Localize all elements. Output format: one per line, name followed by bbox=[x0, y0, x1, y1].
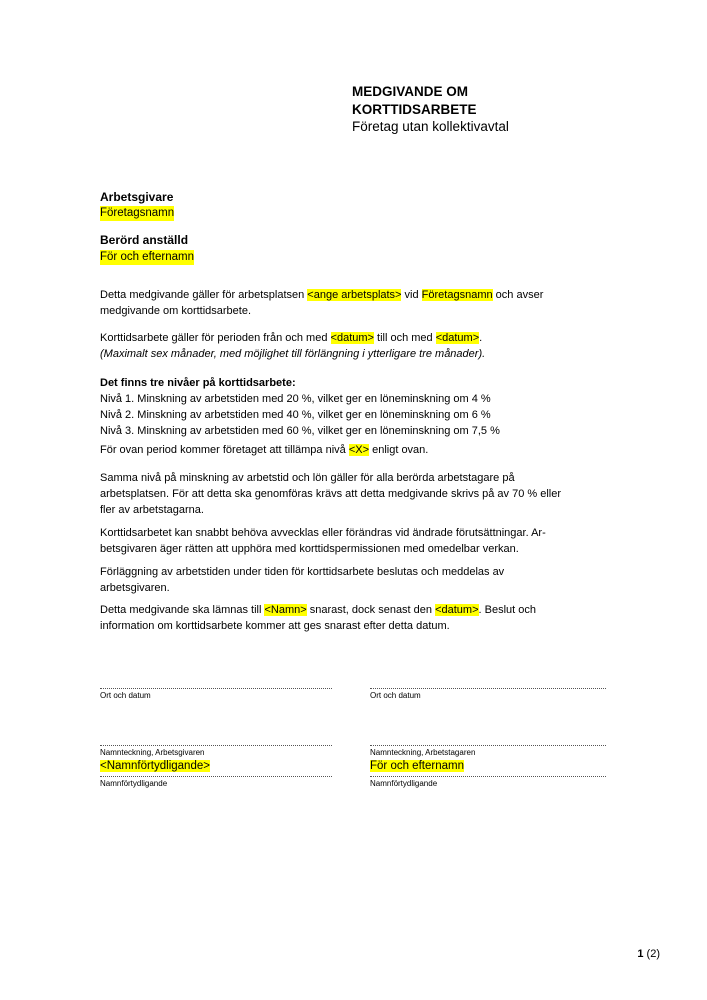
paragraph-submission-line2: information om korttidsarbete kommer att ges snarast efter detta datum. bbox=[100, 620, 450, 632]
employee-name-placeholder[interactable]: För och efternamn bbox=[100, 251, 194, 263]
paragraph-scheduling-line1: Förläggning av arbetstiden under tiden för korttidsarbete beslutas och meddelas av bbox=[100, 566, 505, 578]
document-title-line2: KORTTIDSARBETE bbox=[352, 101, 477, 117]
levels-section bbox=[100, 375, 500, 439]
paragraph-applied-level-line bbox=[100, 442, 428, 458]
paragraph-period-line1 bbox=[100, 330, 485, 346]
text-segment: Detta medgivande ska lämnas till bbox=[100, 604, 265, 616]
employer-section-label: Arbetsgivare bbox=[100, 190, 174, 204]
page-number-total: (2) bbox=[646, 948, 660, 960]
start-date-placeholder[interactable]: <datum> bbox=[330, 332, 374, 344]
printed-name-placeholder-employee[interactable]: För och efternamn bbox=[370, 760, 464, 772]
text-segment: Korttidsarbete gäller för perioden från och med bbox=[100, 332, 331, 344]
employer-name-field[interactable] bbox=[100, 205, 174, 221]
signature-line-employee[interactable] bbox=[370, 745, 606, 746]
text-segment: snarast, dock senast den bbox=[306, 604, 436, 616]
signature-line-employer[interactable] bbox=[100, 745, 332, 746]
signature-label-employer: Namnteckning, Arbetsgivaren bbox=[100, 748, 205, 757]
end-date-placeholder[interactable]: <datum> bbox=[435, 332, 480, 344]
paragraph-period bbox=[100, 330, 485, 362]
text-segment: enligt ovan. bbox=[369, 444, 429, 456]
paragraph-applied-level bbox=[100, 442, 428, 458]
employee-section-label: Berörd anställd bbox=[100, 233, 189, 247]
employee-name-field[interactable] bbox=[100, 249, 194, 265]
recipient-name-placeholder[interactable]: <Namn> bbox=[264, 604, 307, 616]
signature-label-employee: Namnteckning, Arbetstagaren bbox=[370, 748, 476, 757]
document-title-line1: MEDGIVANDE OM bbox=[352, 84, 469, 99]
printed-name-label-employee: Namnförtydligande bbox=[370, 779, 438, 788]
text-segment: Detta medgivande gäller för arbetsplatsen bbox=[100, 289, 308, 301]
text-segment: och avser bbox=[492, 289, 544, 301]
signature-line-place-date-employee[interactable] bbox=[370, 688, 606, 689]
printed-name-line-employer[interactable] bbox=[100, 776, 332, 777]
level-placeholder[interactable]: <X> bbox=[348, 444, 370, 456]
company-name-placeholder[interactable]: Företagsnamn bbox=[421, 289, 493, 301]
paragraph-termination-line2: betsgivaren äger rätten att upphöra med korttidspermissionen med omedelbar verkan. bbox=[100, 543, 519, 555]
paragraph-same-level-line3: fler av arbetstagarna. bbox=[100, 504, 204, 516]
document-subtitle: Företag utan kollektivavtal bbox=[352, 119, 509, 134]
text-segment: till och med bbox=[373, 332, 436, 344]
page-number-current: 1 bbox=[637, 948, 644, 960]
paragraph-workplace-line1 bbox=[100, 287, 543, 303]
document-title-block bbox=[352, 83, 509, 136]
signature-column-employer bbox=[100, 688, 332, 789]
paragraph-submission-line1 bbox=[100, 602, 536, 618]
level-row-3: Nivå 3. Minskning av arbetstiden med 60 %, vilket ger en löneminskning om 7,5 % bbox=[100, 425, 500, 437]
paragraph-same-level bbox=[100, 470, 561, 518]
paragraph-submission bbox=[100, 602, 536, 634]
paragraph-scheduling bbox=[100, 564, 504, 596]
printed-name-placeholder-employer[interactable]: <Namnförtydligande> bbox=[100, 760, 210, 772]
printed-name-line-employee[interactable] bbox=[370, 776, 606, 777]
paragraph-scheduling-line2: arbetsgivaren. bbox=[100, 582, 170, 594]
place-date-label-employer: Ort och datum bbox=[100, 691, 151, 700]
deadline-date-placeholder[interactable]: <datum> bbox=[435, 604, 479, 616]
paragraph-period-note: (Maximalt sex månader, med möjlighet till förlängning i ytterligare tre månader). bbox=[100, 348, 486, 360]
printed-name-field-employee[interactable] bbox=[370, 759, 606, 774]
text-segment: . bbox=[479, 332, 483, 344]
level-row-2: Nivå 2. Minskning av arbetstiden med 40 %, vilket ger en löneminskning om 6 % bbox=[100, 409, 491, 421]
signature-column-employee bbox=[370, 688, 606, 789]
paragraph-termination bbox=[100, 525, 546, 557]
printed-name-label-employer: Namnförtydligande bbox=[100, 779, 168, 788]
workplace-placeholder[interactable]: <ange arbetsplats> bbox=[307, 289, 402, 301]
text-segment: vid bbox=[401, 289, 422, 301]
text-segment: För ovan period kommer företaget att tillämpa nivå bbox=[100, 444, 349, 456]
page-number bbox=[0, 946, 660, 962]
printed-name-field-employer[interactable] bbox=[100, 759, 332, 774]
levels-heading: Det finns tre nivåer på korttidsarbete: bbox=[100, 377, 296, 389]
signature-line-place-date-employer[interactable] bbox=[100, 688, 332, 689]
place-date-label-employee: Ort och datum bbox=[370, 691, 421, 700]
paragraph-workplace bbox=[100, 287, 543, 319]
level-row-1: Nivå 1. Minskning av arbetstiden med 20 %, vilket ger en löneminskning om 4 % bbox=[100, 393, 491, 405]
paragraph-termination-line1: Korttidsarbetet kan snabbt behöva avvecklas eller förändras vid ändrade förutsättningar. Ar- bbox=[100, 527, 546, 539]
employer-name-placeholder[interactable]: Företagsnamn bbox=[100, 207, 175, 219]
text-segment: . Beslut och bbox=[478, 604, 536, 616]
paragraph-workplace-line2: medgivande om korttidsarbete. bbox=[100, 305, 252, 317]
paragraph-same-level-line1: Samma nivå på minskning av arbetstid och lön gäller för alla berörda arbetstagare på bbox=[100, 472, 515, 484]
paragraph-same-level-line2: arbetsplatsen. För att detta ska genomföras krävs att detta medgivande skrivs på av 70 % eller bbox=[100, 488, 562, 500]
